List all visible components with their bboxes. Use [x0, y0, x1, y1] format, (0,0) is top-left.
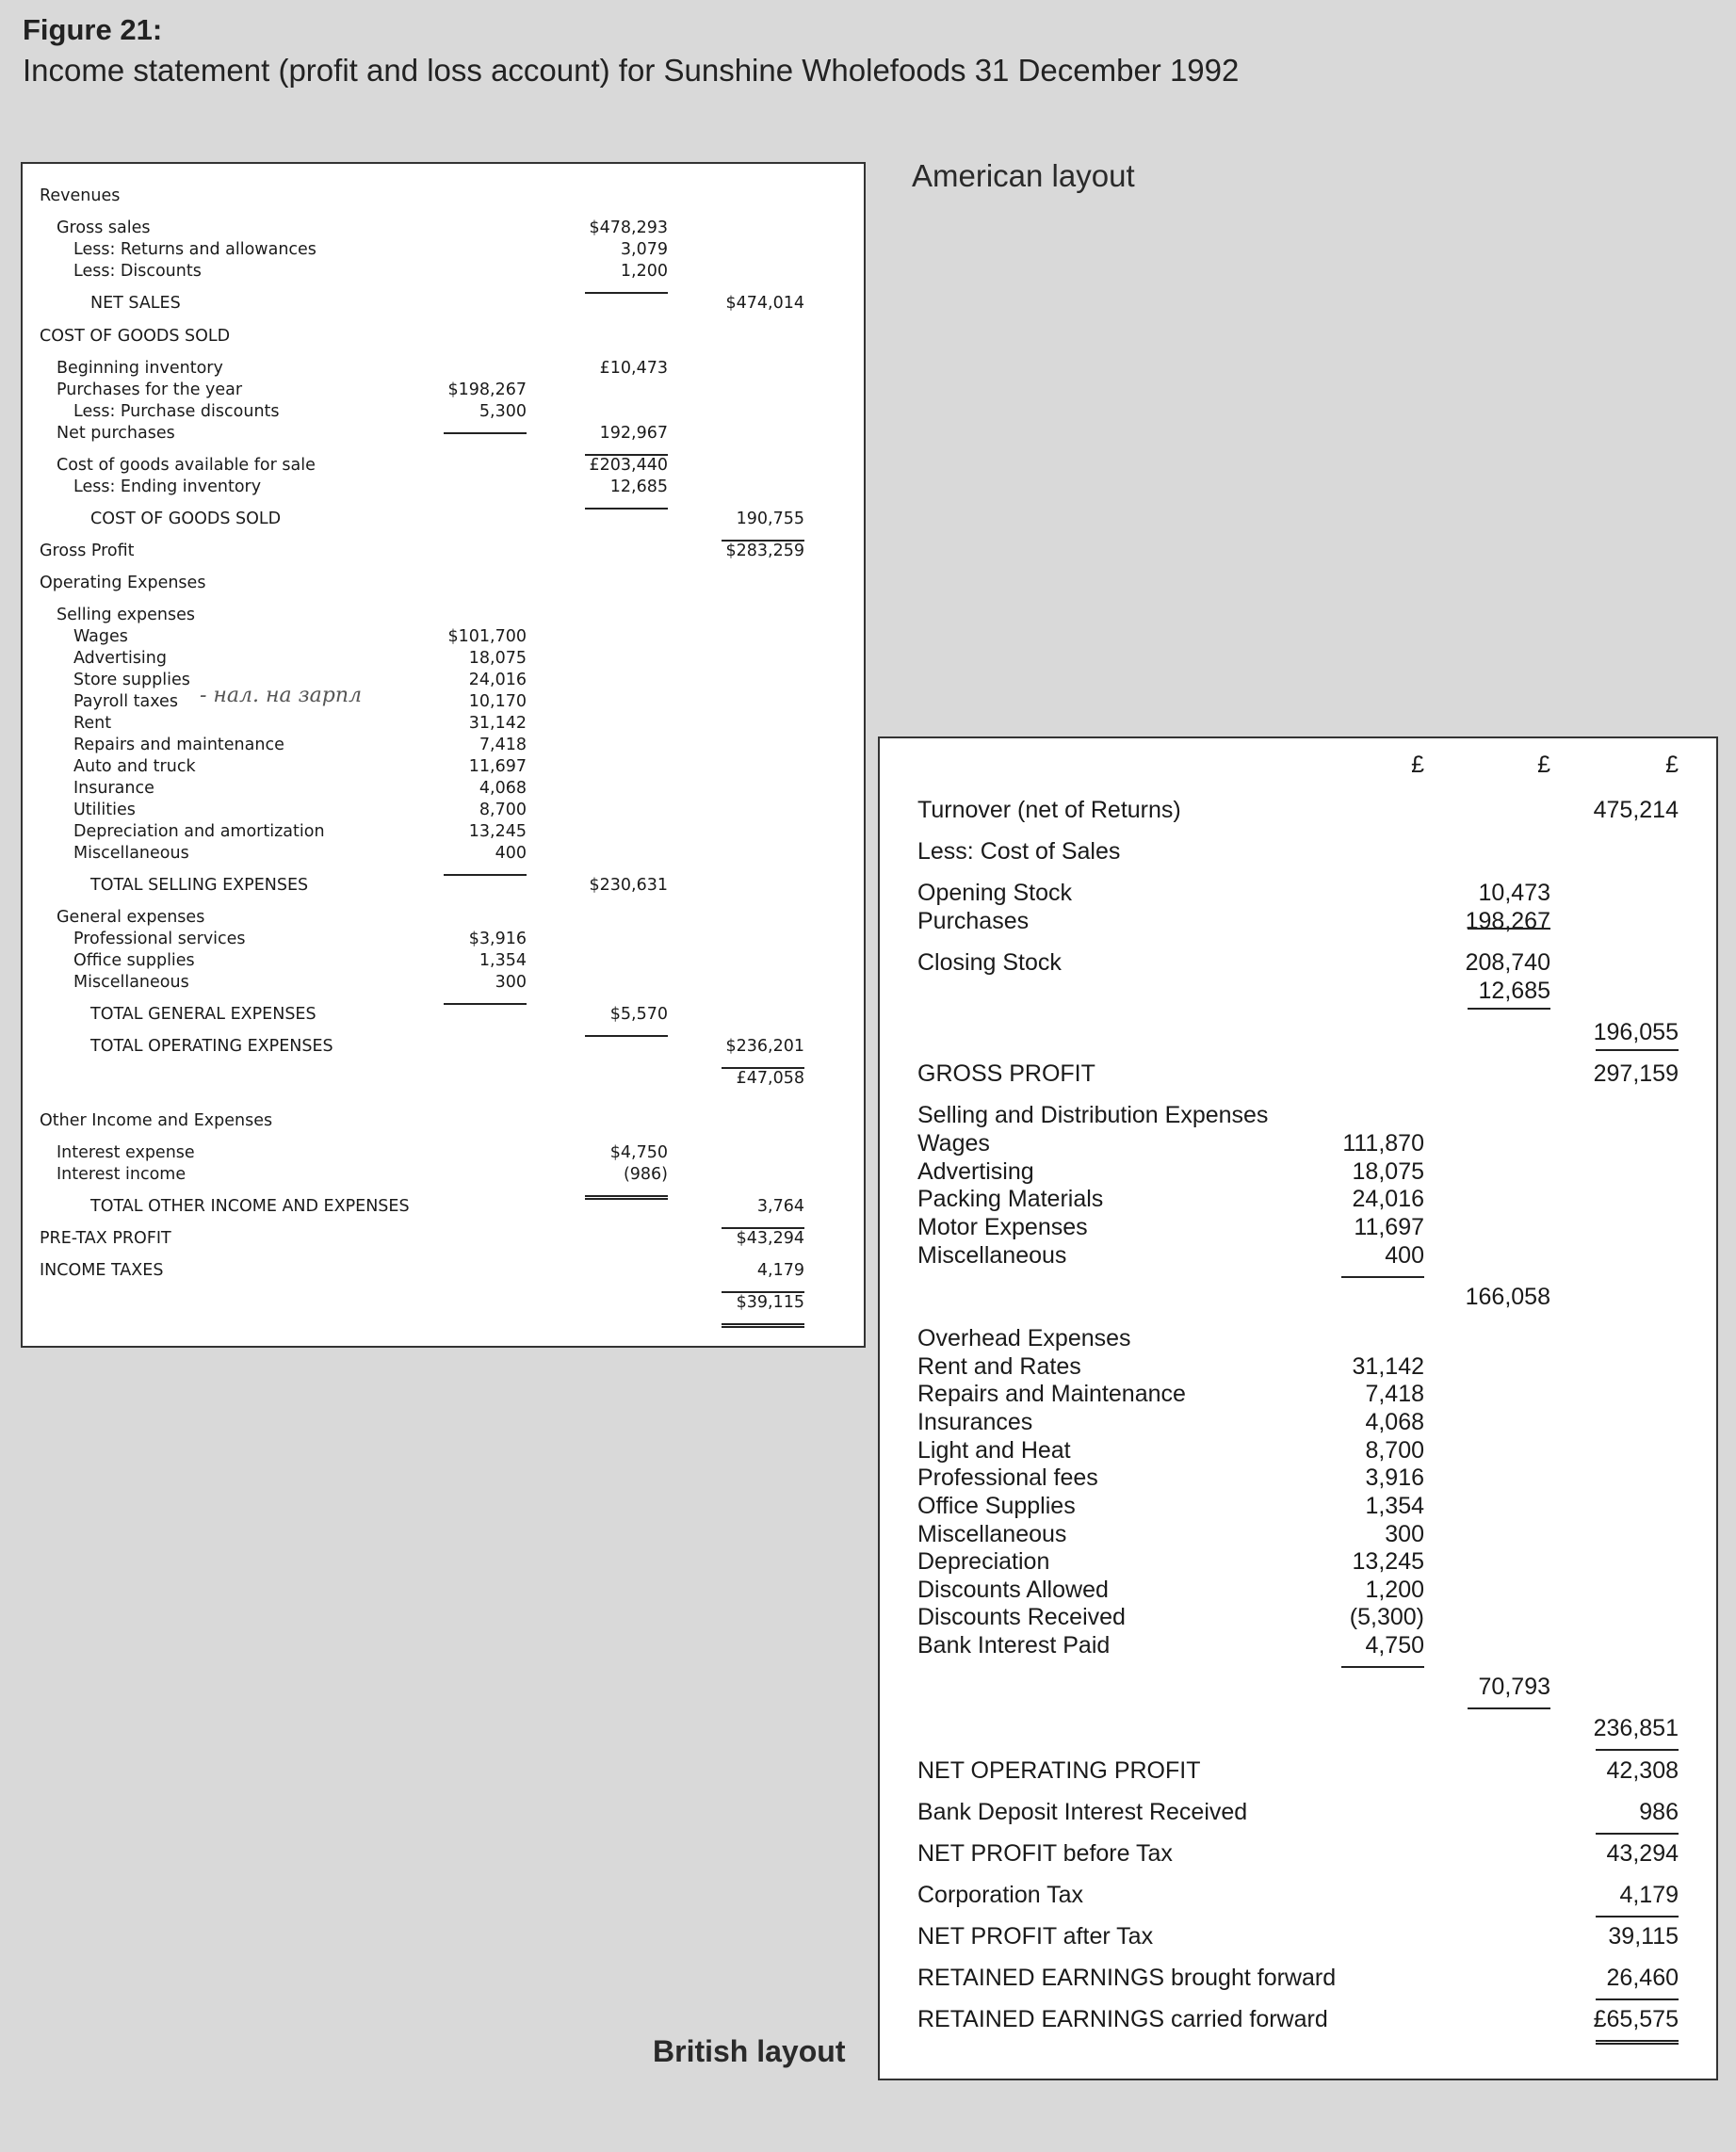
statement-line-label: PRE-TAX PROFIT	[40, 1229, 171, 1248]
statement-line-label: Light and Heat	[917, 1437, 1071, 1464]
statement-line-label: Selling and Distribution Expenses	[917, 1102, 1269, 1128]
underline-rule	[585, 292, 668, 294]
statement-line-label: Depreciation and amortization	[73, 822, 325, 841]
amount-value: 1,354	[479, 951, 527, 970]
statement-line-label: COST OF GOODS SOLD	[40, 327, 231, 346]
underline-rule	[1468, 928, 1550, 930]
statement-line-label: Advertising	[917, 1158, 1034, 1185]
statement-line-label: Auto and truck	[73, 757, 196, 776]
statement-line-label: Miscellaneous	[73, 844, 189, 863]
statement-line-label: TOTAL SELLING EXPENSES	[90, 876, 309, 895]
statement-line-label: Less: Returns and allowances	[73, 240, 316, 259]
amount-value: 1,354	[1365, 1493, 1424, 1519]
amount-value: 31,142	[1352, 1353, 1424, 1380]
statement-line-label: Wages	[73, 627, 128, 646]
british-income-statement	[878, 736, 1718, 2080]
statement-line-label: Selling expenses	[57, 606, 196, 624]
american-layout-label: American layout	[912, 158, 1135, 193]
statement-line-label: COST OF GOODS SOLD	[90, 510, 282, 528]
statement-line-label: NET PROFIT after Tax	[917, 1923, 1154, 1950]
amount-value: $39,115	[736, 1293, 804, 1312]
amount-value: £10,473	[599, 359, 668, 378]
statement-line-label: Miscellaneous	[917, 1242, 1067, 1269]
amount-value: 1,200	[620, 262, 668, 281]
statement-line-label: Store supplies	[73, 671, 190, 689]
underline-rule	[585, 1195, 668, 1200]
statement-line-label: Gross sales	[57, 218, 151, 237]
statement-line-label: Less: Discounts	[73, 262, 202, 281]
amount-value: 986	[1639, 1799, 1679, 1825]
amount-value: 166,058	[1465, 1284, 1550, 1310]
american-income-statement	[21, 162, 866, 1348]
amount-value: 198,267	[1465, 908, 1550, 934]
statement-line-label: Wages	[917, 1130, 990, 1157]
amount-value: 39,115	[1608, 1923, 1679, 1950]
statement-line-label: Corporation Tax	[917, 1882, 1084, 1908]
handwritten-note: - нал. на зарпл	[200, 684, 363, 707]
amount-value: 8,700	[479, 801, 527, 819]
statement-line-label: Packing Materials	[917, 1186, 1104, 1212]
amount-value: 7,418	[1365, 1381, 1424, 1407]
amount-value: $3,916	[468, 930, 527, 948]
underline-rule	[1341, 1276, 1424, 1278]
statement-line-label: Bank Deposit Interest Received	[917, 1799, 1248, 1825]
currency-header: £	[1665, 752, 1679, 778]
statement-line-label: Repairs and Maintenance	[917, 1381, 1186, 1407]
amount-value: 4,068	[1365, 1409, 1424, 1435]
amount-value: 12,685	[609, 477, 668, 496]
statement-line-label: Office supplies	[73, 951, 195, 970]
statement-line-label: TOTAL OTHER INCOME AND EXPENSES	[90, 1197, 410, 1216]
statement-line-label: Depreciation	[917, 1548, 1050, 1575]
amount-value: 18,075	[468, 649, 527, 668]
statement-line-label: Operating Expenses	[40, 574, 206, 592]
amount-value: 208,740	[1465, 949, 1550, 976]
amount-value: 196,055	[1593, 1019, 1679, 1045]
statement-line-label: Bank Interest Paid	[917, 1632, 1111, 1658]
statement-line-label: Closing Stock	[917, 949, 1062, 976]
statement-line-label: Professional fees	[917, 1464, 1098, 1491]
amount-value: $478,293	[589, 218, 668, 237]
statement-line-label: Interest income	[57, 1165, 187, 1184]
statement-line-label: Miscellaneous	[73, 973, 189, 992]
amount-value: 4,750	[1365, 1632, 1424, 1658]
statement-line-label: NET SALES	[90, 294, 181, 313]
amount-value: 400	[495, 844, 527, 863]
amount-value: 18,075	[1352, 1158, 1424, 1185]
statement-line-label: Net purchases	[57, 424, 175, 443]
amount-value: (986)	[623, 1165, 668, 1184]
amount-value: £65,575	[1593, 2006, 1679, 2032]
underline-rule	[722, 1067, 804, 1069]
figure-label: Figure 21:	[23, 13, 163, 46]
underline-rule	[1341, 1666, 1424, 1668]
statement-line-label: TOTAL OPERATING EXPENSES	[90, 1037, 333, 1056]
statement-line-label: Opening Stock	[917, 880, 1072, 906]
statement-line-label: Discounts Received	[917, 1604, 1126, 1630]
statement-line-label: Purchases for the year	[57, 380, 243, 399]
underline-rule	[722, 1227, 804, 1229]
statement-line-label: Less: Purchase discounts	[73, 402, 280, 421]
underline-rule	[722, 1291, 804, 1293]
underline-rule	[1468, 1008, 1550, 1010]
underline-rule	[444, 1003, 527, 1005]
amount-value: $101,700	[447, 627, 527, 646]
statement-line-label: Rent and Rates	[917, 1353, 1081, 1380]
currency-header: £	[1537, 752, 1550, 778]
underline-rule	[585, 454, 668, 456]
statement-line-label: Interest expense	[57, 1143, 195, 1162]
amount-value: 70,793	[1478, 1674, 1550, 1700]
amount-value: 190,755	[736, 510, 804, 528]
statement-line-label: Payroll taxes	[73, 692, 178, 711]
statement-line-label: Less: Cost of Sales	[917, 838, 1121, 865]
statement-line-label: Insurance	[73, 779, 154, 798]
amount-value: 10,170	[468, 692, 527, 711]
statement-line-label: Advertising	[73, 649, 167, 668]
amount-value: $236,201	[725, 1037, 804, 1056]
statement-line-label: Other Income and Expenses	[40, 1111, 273, 1130]
figure-title: Income statement (profit and loss account) for Sunshine Wholefoods 31 December 1992	[23, 53, 1240, 88]
amount-value: $43,294	[736, 1229, 804, 1248]
underline-rule	[722, 540, 804, 542]
underline-rule	[444, 432, 527, 434]
amount-value: 8,700	[1365, 1437, 1424, 1464]
statement-line-label: TOTAL GENERAL EXPENSES	[90, 1005, 316, 1024]
amount-value: 31,142	[468, 714, 527, 733]
statement-line-label: Purchases	[917, 908, 1030, 934]
statement-line-label: Rent	[73, 714, 112, 733]
statement-line-label: Utilities	[73, 801, 136, 819]
amount-value: 475,214	[1593, 797, 1679, 823]
amount-value: 42,308	[1606, 1757, 1679, 1784]
statement-line-label: Motor Expenses	[917, 1214, 1088, 1240]
underline-rule	[1596, 1833, 1679, 1835]
statement-line-label: Repairs and maintenance	[73, 736, 284, 754]
amount-value: 7,418	[479, 736, 527, 754]
amount-value: 12,685	[1478, 978, 1550, 1004]
amount-value: 1,200	[1365, 1577, 1424, 1603]
british-layout-label: British layout	[653, 2034, 846, 2068]
amount-value: 13,245	[468, 822, 527, 841]
amount-value: 300	[1385, 1521, 1424, 1547]
statement-line-label: Discounts Allowed	[917, 1577, 1109, 1603]
amount-value: 24,016	[468, 671, 527, 689]
statement-line-label: GROSS PROFIT	[917, 1060, 1095, 1087]
amount-value: 26,460	[1606, 1965, 1679, 1991]
statement-line-label: Cost of goods available for sale	[57, 456, 316, 475]
statement-line-label: Insurances	[917, 1409, 1033, 1435]
underline-rule	[1596, 1749, 1679, 1751]
statement-line-label: NET OPERATING PROFIT	[917, 1757, 1201, 1784]
amount-value: $5,570	[609, 1005, 668, 1024]
amount-value: $4,750	[609, 1143, 668, 1162]
amount-value: 3,079	[620, 240, 668, 259]
amount-value: 400	[1385, 1242, 1424, 1269]
amount-value: $474,014	[725, 294, 804, 313]
amount-value: £47,058	[736, 1069, 804, 1088]
amount-value: 111,870	[1342, 1130, 1424, 1157]
underline-rule	[1596, 2040, 1679, 2045]
amount-value: 5,300	[479, 402, 527, 421]
amount-value: $283,259	[725, 542, 804, 560]
underline-rule	[722, 1323, 804, 1328]
statement-line-label: RETAINED EARNINGS brought forward	[917, 1965, 1337, 1991]
amount-value: £203,440	[589, 456, 668, 475]
amount-value: 11,697	[1354, 1214, 1424, 1240]
statement-line-label: NET PROFIT before Tax	[917, 1840, 1173, 1867]
amount-value: 300	[495, 973, 527, 992]
underline-rule	[1596, 1049, 1679, 1051]
underline-rule	[1596, 1998, 1679, 2000]
amount-value: $198,267	[447, 380, 527, 399]
statement-line-label: Revenues	[40, 186, 121, 205]
underline-rule	[444, 874, 527, 876]
amount-value: (5,300)	[1349, 1604, 1424, 1630]
statement-line-label: Professional services	[73, 930, 246, 948]
amount-value: 10,473	[1478, 880, 1550, 906]
underline-rule	[585, 1035, 668, 1037]
statement-line-label: Beginning inventory	[57, 359, 223, 378]
amount-value: 3,764	[756, 1197, 804, 1216]
amount-value: 4,179	[756, 1261, 804, 1280]
amount-value: 24,016	[1352, 1186, 1424, 1212]
statement-line-label: Less: Ending inventory	[73, 477, 262, 496]
statement-line-label: Turnover (net of Returns)	[917, 797, 1181, 823]
amount-value: 297,159	[1593, 1060, 1679, 1087]
amount-value: 236,851	[1593, 1715, 1679, 1741]
statement-line-label: Gross Profit	[40, 542, 135, 560]
statement-line-label: General expenses	[57, 908, 205, 927]
underline-rule	[1596, 1916, 1679, 1917]
amount-value: 4,068	[479, 779, 527, 798]
amount-value: $230,631	[589, 876, 668, 895]
amount-value: 43,294	[1606, 1840, 1679, 1867]
amount-value: 3,916	[1365, 1464, 1424, 1491]
underline-rule	[1468, 1707, 1550, 1709]
statement-line-label: Overhead Expenses	[917, 1325, 1131, 1351]
statement-line-label: Office Supplies	[917, 1493, 1076, 1519]
amount-value: 11,697	[468, 757, 527, 776]
amount-value: 4,179	[1619, 1882, 1679, 1908]
statement-line-label: RETAINED EARNINGS carried forward	[917, 2006, 1328, 2032]
amount-value: 192,967	[599, 424, 668, 443]
statement-line-label: INCOME TAXES	[40, 1261, 164, 1280]
underline-rule	[585, 508, 668, 510]
statement-line-label: Miscellaneous	[917, 1521, 1067, 1547]
amount-value: 13,245	[1352, 1548, 1424, 1575]
currency-header: £	[1411, 752, 1424, 778]
